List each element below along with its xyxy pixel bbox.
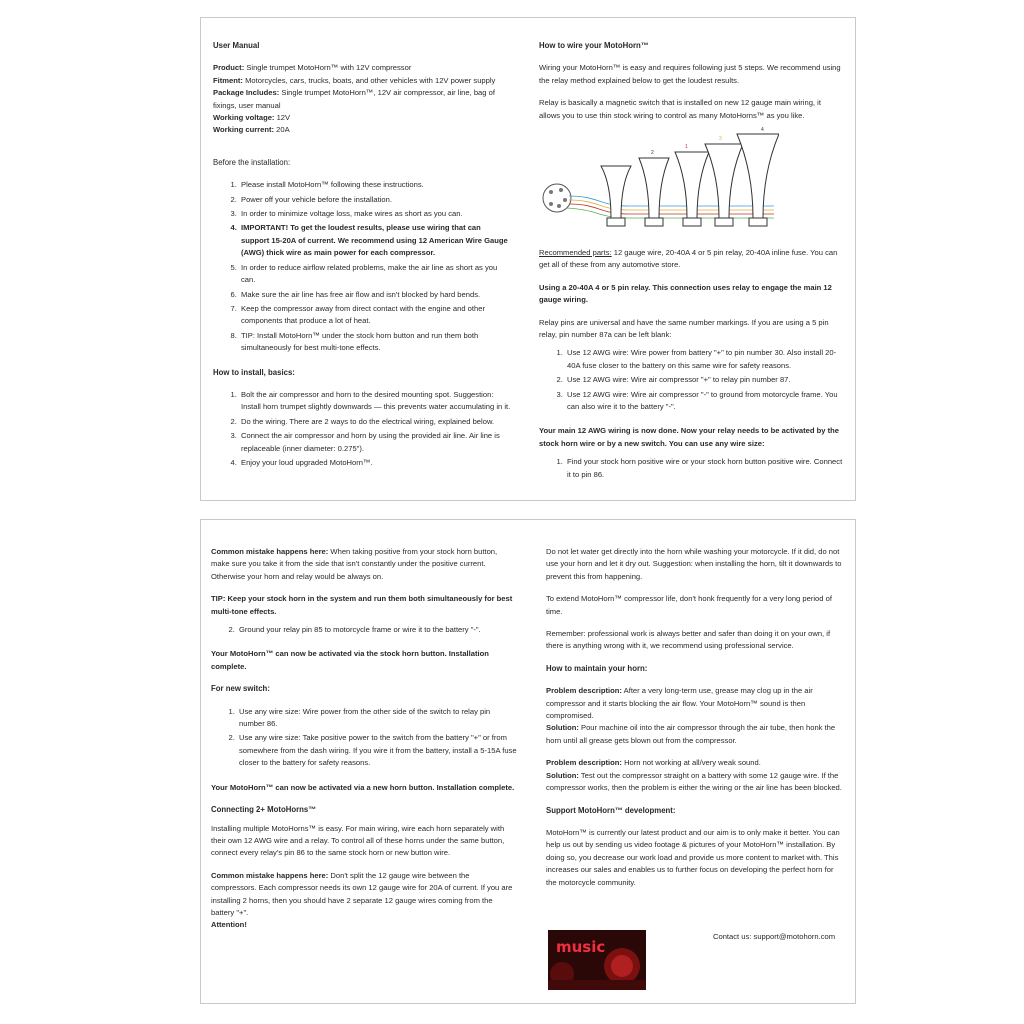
before-installation-heading: Before the installation:: [213, 157, 291, 167]
manual-page-bottom: [200, 519, 856, 1004]
banner-text: music: [556, 938, 606, 956]
list-item: 4. Enjoy your loud upgraded MotoHorn™.: [239, 457, 511, 469]
compressor-icon: [543, 184, 571, 212]
support-heading: Support MotoHorn™ development:: [546, 805, 676, 815]
list-item: 3. Connect the air compressor and horn by using the provided air line. Air line is replaceable (inner diameter: 0.275").: [239, 430, 511, 455]
spec-voltage: Working voltage: 12V: [213, 113, 291, 123]
list-item: 1. Use 12 AWG wire: Wire power from battery "+" to pin number 30. Also install 20-40A fuse closer to the battery on this same wire for safety reasons.: [565, 347, 843, 372]
right-column: [539, 40, 843, 122]
right-column-lower: [539, 247, 843, 483]
problem-1: Problem description: After a very long-term use, grease may clog up in the air compressor and it starts blocking the air flow. Your MotoHorn™ sound is then compromised.: [546, 686, 813, 721]
relay-steps-list: [539, 347, 843, 413]
left-column: [211, 546, 517, 932]
compressor-life: To extend MotoHorn™ compressor life, don't honk frequently for a very long period of time.: [546, 594, 832, 616]
list-item: 1. Bolt the air compressor and horn to the desired mounting spot. Suggestion: Install horn trumpet slightly downwards — this prevents water accumulating in it.: [239, 389, 511, 414]
horn-number-label: 4: [761, 127, 764, 133]
recommended-parts: Recommended parts: 12 gauge wire, 20-40A 4 or 5 pin relay, 20-40A inline fuse. You can get all of these from any automotive store.: [539, 248, 838, 270]
list-item: 2. Do the wiring. There are 2 ways to do the electrical wiring, explained below.: [239, 416, 511, 428]
list-item: 7. Keep the compressor away from direct contact with the engine and other components that produce a lot of heat.: [239, 303, 511, 328]
manual-page-top: [200, 17, 856, 501]
connecting-text: Installing multiple MotoHorns™ is easy. For main wiring, wire each horn separately with their own 12 AWG wire and a relay. To control all of these horns under the same button, connect every relay's pin 86 to the same stock horn or new button wire.: [211, 823, 505, 858]
promo-banner-image: [548, 930, 646, 990]
common-mistake-1: Common mistake happens here: When taking positive from your stock horn button, make sure you take it from the side that isn't constantly under the positive current. Otherwise your horn and relay would be always on.: [211, 547, 498, 581]
horn-number-label: 3: [719, 136, 722, 142]
maintain-heading: How to maintain your horn:: [546, 663, 648, 673]
list-item: 3. Use 12 AWG wire: Wire air compressor "-" to ground from motorcycle frame. You can also wire it to the battery "-".: [565, 389, 843, 414]
new-switch-list: [211, 706, 517, 770]
relay-pins-text: Relay pins are universal and have the same number markings. If you are using a 5 pin relay, pin number 87a can be left blank:: [539, 317, 829, 340]
list-item: 3. In order to minimize voltage loss, make wires as short as you can.: [239, 208, 511, 220]
how-to-install-list: [213, 389, 511, 469]
spec-current: Working current: 20A: [213, 125, 290, 135]
problem-2: Problem description: Horn not working at all/very weak sound.: [546, 758, 761, 768]
wire-heading: How to wire your MotoHorn™: [539, 41, 649, 50]
horn-wiring-diagram: [539, 126, 779, 248]
list-item: 8. TIP: Install MotoHorn™ under the stock horn button and run them both simultaneously for best multi-tone effects.: [239, 330, 511, 355]
list-item: 4. IMPORTANT! To get the loudest results, please use wiring that can support 15-20A of current. We recommend using 12 American Wire Gauge (AWG) thick wire as main power for each compressor.: [239, 222, 511, 259]
contact-email: Contact us: support@motohorn.com: [713, 932, 836, 941]
list-item: 2. Use 12 AWG wire: Wire air compressor "+" to relay pin number 87.: [565, 374, 843, 386]
list-item: 2. Use any wire size: Take positive power to the switch from the battery "+" or from somewhere from the dash wiring. If you wire it from the battery, install a 5-15A fuse closer to the battery for safety reasons.: [237, 732, 517, 769]
spec-list: [213, 62, 511, 136]
common-mistake-2: Common mistake happens here: Don't split the 12 gauge wire between the compressors. Each compressor needs its own 12 gauge wire for 20A of current. If you are installing 2 horns, then you should have 2 separate 12 gauge wires coming from the battery "+".: [211, 870, 513, 917]
solution-1: Solution: Pour machine oil into the air compressor through the air tube, then honk the horn until all grease gets blown out from the compressor.: [546, 723, 836, 745]
attention-text: Attention!: [211, 920, 247, 930]
manual-title: User Manual: [213, 41, 260, 50]
connecting-heading: Connecting 2+ MotoHorns™: [211, 805, 317, 815]
solution-2: Solution: Test out the compressor straight on a battery with some 12 gauge wire. If the compressor works, then the problem is either the wiring or the air line has been blocked.: [546, 770, 842, 793]
new-switch-heading: For new switch:: [211, 684, 270, 694]
horn-number-label: 1: [685, 144, 688, 150]
professional-note: Remember: professional work is always better and safer than doing it on your own, if there is anything wrong with it, we recommend using professional service.: [546, 629, 831, 651]
activated-stock-button: Your MotoHorn™ can now be activated via the stock horn button. Installation complete.: [211, 649, 489, 671]
wire-intro: Wiring your MotoHorn™ is easy and requires following just 5 steps. We recommend using the relay method explained below to get the loudest results.: [539, 63, 841, 85]
spec-product: Product: Single trumpet MotoHorn™ with 12V compressor: [213, 63, 412, 73]
tip-text: TIP: Keep your stock horn in the system and run them both simultaneously for best multi-tone effects.: [211, 594, 513, 616]
water-warning: Do not let water get directly into the horn while washing your motorcycle. If it did, do not use your horn and let it dry out. Suggestion: when installing the horn, tilt it downwards to prevent this from happening.: [546, 547, 842, 581]
how-to-install-heading: How to install, basics:: [213, 367, 295, 377]
spec-package: Package Includes: Single trumpet MotoHorn™, 12V air compressor, air line, bag of fixings, user manual: [213, 88, 495, 110]
list-item: 1. Please install MotoHorn™ following these instructions.: [239, 179, 511, 191]
list-item: 2. Power off your vehicle before the installation.: [239, 194, 511, 206]
ground-step-list: [211, 624, 517, 636]
support-text: MotoHorn™ is currently our latest product and our aim is to only make it better. You can help us out by sending us video footage & pictures of your MotoHorn™ installation. By doing so, you decrease our work load and provide us more content to market with. This increases our sales and enables us to further focus on developing the perfect horn for the motorcycle community.: [546, 827, 840, 887]
list-item: 2. Ground your relay pin 85 to motorcycle frame or wire it to the battery "-".: [237, 624, 517, 636]
right-column: [546, 546, 846, 889]
main-wiring-done: Your main 12 AWG wiring is now done. Now your relay needs to be activated by the stock horn wire or by a new switch. You can use any wire size:: [539, 426, 840, 448]
left-column: [213, 40, 511, 471]
before-installation-list: [213, 179, 511, 354]
using-relay-heading: Using a 20-40A 4 or 5 pin relay. This connection uses relay to engage the main 12 gauge wiring.: [539, 282, 832, 305]
horn-trumpet-icon: [601, 134, 779, 226]
list-item: 5. In order to reduce airflow related problems, make the air line as short as you can.: [239, 262, 511, 287]
wires: [567, 196, 774, 218]
list-item: 1. Find your stock horn positive wire or your stock horn button positive wire. Connect it to pin 86.: [565, 456, 843, 481]
list-item: 6. Make sure the air line has free air flow and isn't blocked by hard bends.: [239, 289, 511, 301]
final-step-list: [539, 456, 843, 481]
list-item: 1. Use any wire size: Wire power from the other side of the switch to relay pin number 86.: [237, 706, 517, 731]
relay-explanation: Relay is basically a magnetic switch that is installed on new 12 gauge main wiring, it allows you to use thin stock wiring to control as many MotoHorns™ as you like.: [539, 98, 821, 120]
activated-new-button: Your MotoHorn™ can now be activated via a new horn button. Installation complete.: [211, 782, 515, 792]
horn-number-label: 2: [651, 150, 654, 156]
spec-fitment: Fitment: Motorcycles, cars, trucks, boats, and other vehicles with 12V power supply: [213, 75, 496, 85]
